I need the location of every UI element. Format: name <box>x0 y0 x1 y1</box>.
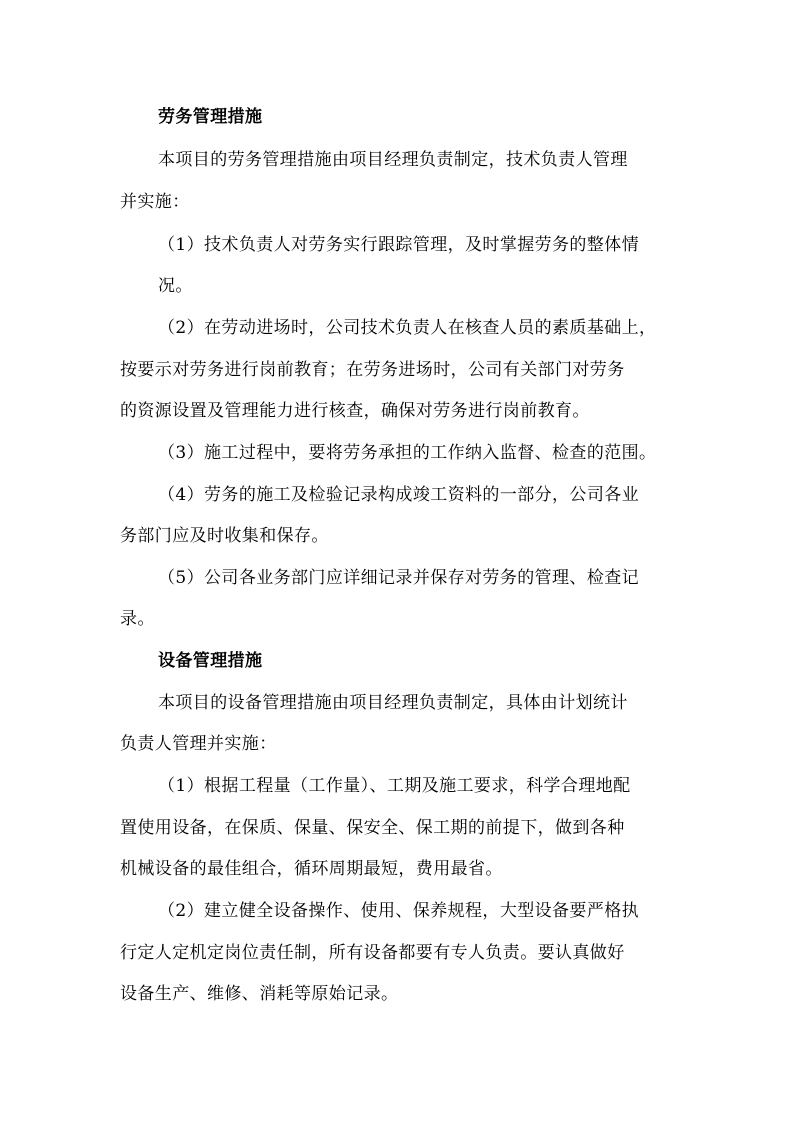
paragraph-line: 的资源设置及管理能力进行核查，确保对劳务进行岗前教育。 <box>120 401 590 421</box>
paragraph-line: 务部门应及时收集和保存。 <box>120 526 329 546</box>
paragraph-line: 设备生产、维修、消耗等原始记录。 <box>120 984 399 1004</box>
paragraph-line: （1）根据工程量（工作量）、工期及施工要求，科学合理地配 <box>158 776 631 796</box>
paragraph-line: 本项目的劳务管理措施由项目经理负责制定，技术负责人管理 <box>158 150 628 170</box>
paragraph-line: （2）建立健全设备操作、使用、保养规程，大型设备要严格执 <box>158 901 640 921</box>
paragraph-line: 并实施： <box>120 192 190 212</box>
paragraph-line: （1）技术负责人对劳务实行跟踪管理，及时掌握劳务的整体情 <box>158 235 640 255</box>
paragraph-line: （2）在劳动进场时，公司技术负责人在核查人员的素质基础上， <box>158 318 657 338</box>
paragraph-line: 况。 <box>158 276 193 296</box>
paragraph-line: 按要示对劳务进行岗前教育；在劳务进场时，公司有关部门对劳务 <box>120 360 625 380</box>
paragraph-line: （4）劳务的施工及检验记录构成竣工资料的一部分，公司各业 <box>158 485 640 505</box>
paragraph-line: 录。 <box>120 609 155 629</box>
paragraph-line: 本项目的设备管理措施由项目经理负责制定，具体由计划统计 <box>158 693 628 713</box>
paragraph-line: 负责人管理并实施： <box>120 734 277 754</box>
paragraph-line: （5）公司各业务部门应详细记录并保存对劳务的管理、检查记 <box>158 568 640 588</box>
paragraph-line: 置使用设备，在保质、保量、保安全、保工期的前提下，做到各种 <box>120 818 625 838</box>
paragraph-line: （3）施工过程中，要将劳务承担的工作纳入监督、检查的范围。 <box>158 443 657 463</box>
paragraph-line: 行定人定机定岗位责任制，所有设备都要有专人负责。要认真做好 <box>120 943 625 963</box>
section-heading-equipment: 设备管理措施 <box>158 651 263 671</box>
paragraph-line: 机械设备的最佳组合，循环周期最短，费用最省。 <box>120 859 503 879</box>
section-heading-labor: 劳务管理措施 <box>158 107 263 127</box>
